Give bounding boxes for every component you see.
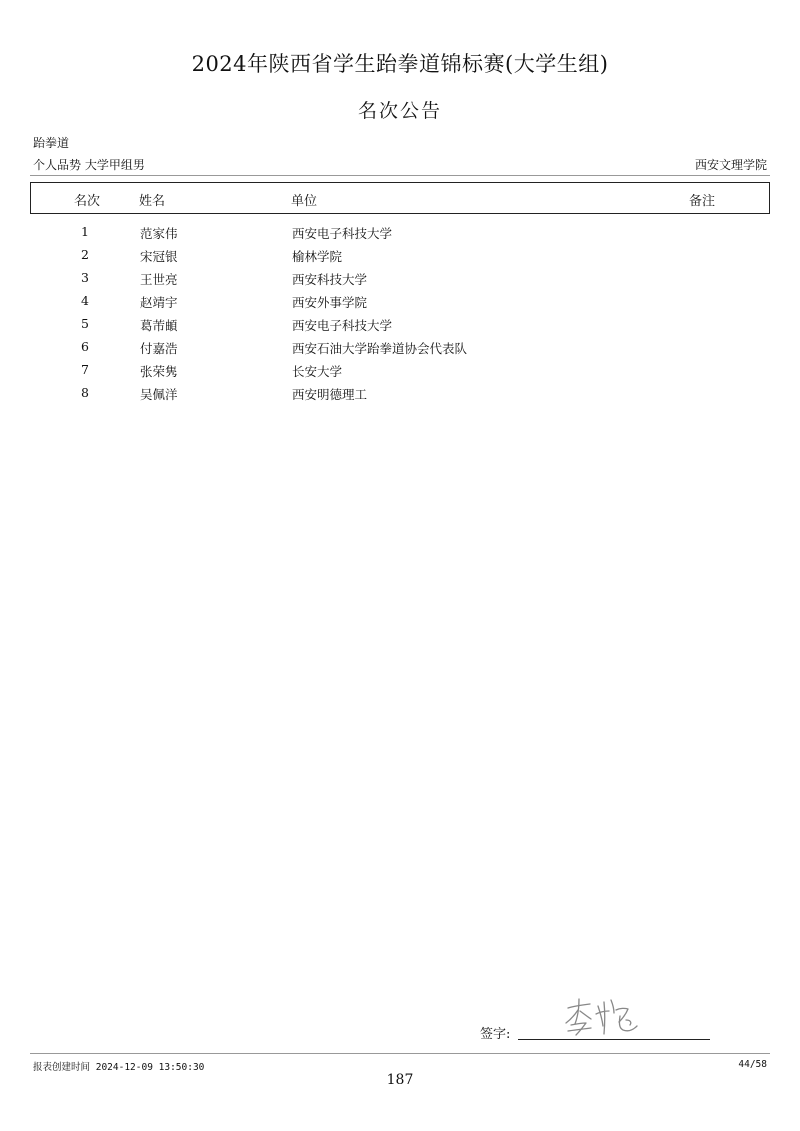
row-unit: 西安明德理工	[292, 387, 368, 402]
table-row	[30, 289, 770, 312]
results-table	[30, 220, 770, 404]
row-name: 赵靖宇	[140, 295, 178, 310]
signature-line	[518, 1039, 710, 1040]
row-name: 付嘉浩	[140, 341, 178, 356]
row-rank: 7	[81, 362, 89, 377]
table-row	[30, 243, 770, 266]
row-unit: 西安外事学院	[292, 295, 368, 310]
venue-label: 西安文理学院	[694, 158, 767, 172]
row-rank: 8	[81, 385, 89, 400]
table-row	[30, 358, 770, 381]
header-unit: 单位	[291, 194, 318, 209]
table-header	[30, 182, 770, 214]
row-name: 范家伟	[140, 226, 178, 241]
table-row	[30, 381, 770, 404]
report-created-time: 报表创建时间 2024-12-09 13:50:30	[33, 1062, 205, 1073]
row-name: 吴佩洋	[140, 387, 178, 402]
header-name: 姓名	[139, 194, 166, 209]
row-name: 张荣隽	[140, 364, 178, 379]
table-row	[30, 220, 770, 243]
row-rank: 3	[81, 270, 89, 285]
table-row	[30, 312, 770, 335]
row-rank: 1	[81, 224, 89, 239]
header-divider	[30, 175, 770, 176]
row-unit: 西安电子科技大学	[292, 226, 393, 241]
header-rank: 名次	[74, 194, 101, 209]
row-name: 宋冠银	[140, 249, 178, 264]
row-unit: 榆林学院	[292, 249, 343, 264]
row-name: 王世亮	[140, 272, 178, 287]
signature-label: 签字:	[480, 1027, 511, 1042]
row-unit: 西安科技大学	[292, 272, 368, 287]
row-name: 葛芾頔	[140, 318, 178, 333]
sport-label: 跆拳道	[33, 136, 70, 150]
table-row	[30, 266, 770, 289]
row-rank: 2	[81, 247, 89, 262]
row-rank: 5	[81, 316, 89, 331]
page-number: 187	[386, 1072, 414, 1088]
row-rank: 6	[81, 339, 89, 354]
table-row	[30, 335, 770, 358]
handwritten-signature	[562, 996, 642, 1038]
document-title: 2024年陕西省学生跆拳道锦标赛(大学生组)	[191, 52, 609, 76]
row-unit: 西安石油大学跆拳道协会代表队	[292, 341, 468, 356]
document-subtitle: 名次公告	[357, 100, 442, 122]
row-unit: 长安大学	[292, 364, 343, 379]
header-note: 备注	[689, 194, 716, 209]
row-rank: 4	[81, 293, 89, 308]
row-unit: 西安电子科技大学	[292, 318, 393, 333]
page-info: 44/58	[738, 1059, 767, 1070]
footer-divider	[30, 1053, 770, 1054]
event-label: 个人品势 大学甲组男	[33, 158, 145, 172]
